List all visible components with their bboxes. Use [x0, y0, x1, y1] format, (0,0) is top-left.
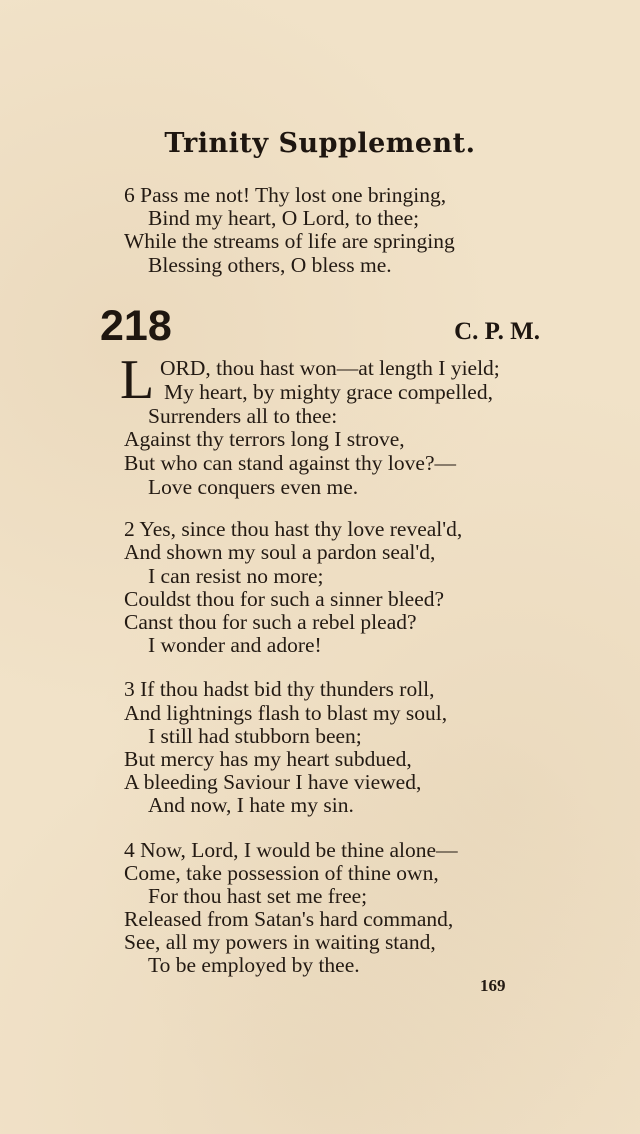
verse-line: Released from Satan's hard command,	[124, 907, 454, 931]
verse-line: I wonder and adore!	[148, 633, 322, 657]
verse-line: My heart, by mighty grace compelled,	[164, 380, 493, 404]
hymn-meter: C. P. M.	[454, 318, 540, 345]
drop-cap: L	[120, 349, 155, 411]
verse-line: Bind my heart, O Lord, to thee;	[148, 206, 420, 230]
verse-line: Couldst thou for such a sinner bleed?	[124, 587, 445, 611]
verse-line: 6 Pass me not! Thy lost one bringing,	[124, 183, 447, 207]
verse-line: And lightnings flash to blast my soul,	[124, 701, 448, 725]
verse-line: Against thy terrors long I strove,	[124, 427, 405, 451]
verse-line: A bleeding Saviour I have viewed,	[124, 770, 422, 794]
verse-line: 2 Yes, since thou hast thy love reveal'd,	[124, 517, 463, 541]
verse-line: I can resist no more;	[148, 564, 324, 588]
running-head: Trinity Supplement.	[164, 128, 476, 159]
verse-line: Canst thou for such a rebel plead?	[124, 610, 417, 634]
verse-line: I still had stubborn been;	[148, 724, 362, 748]
verse-line: ORD, thou hast won—at length I yield;	[160, 356, 500, 380]
page-number: 169	[480, 976, 506, 995]
verse-line: See, all my powers in waiting stand,	[124, 930, 436, 954]
hymn-number: 218	[100, 302, 172, 350]
verse-line: 4 Now, Lord, I would be thine alone—	[124, 838, 458, 862]
verse-line: Blessing others, O bless me.	[148, 253, 392, 277]
verse-line: Surrenders all to thee:	[148, 404, 338, 428]
verse-line: While the streams of life are springing	[124, 229, 455, 253]
verse-line: To be employed by thee.	[148, 953, 360, 977]
verse-line: But mercy has my heart subdued,	[124, 747, 412, 771]
verse-line: And now, I hate my sin.	[148, 793, 354, 817]
verse-line: Come, take possession of thine own,	[124, 861, 439, 885]
verse-line: For thou hast set me free;	[148, 884, 368, 908]
verse-line: Love conquers even me.	[148, 475, 359, 499]
verse-line: And shown my soul a pardon seal'd,	[124, 540, 436, 564]
verse-line: 3 If thou hadst bid thy thunders roll,	[124, 677, 435, 701]
verse-line: But who can stand against thy love?—	[124, 451, 456, 475]
